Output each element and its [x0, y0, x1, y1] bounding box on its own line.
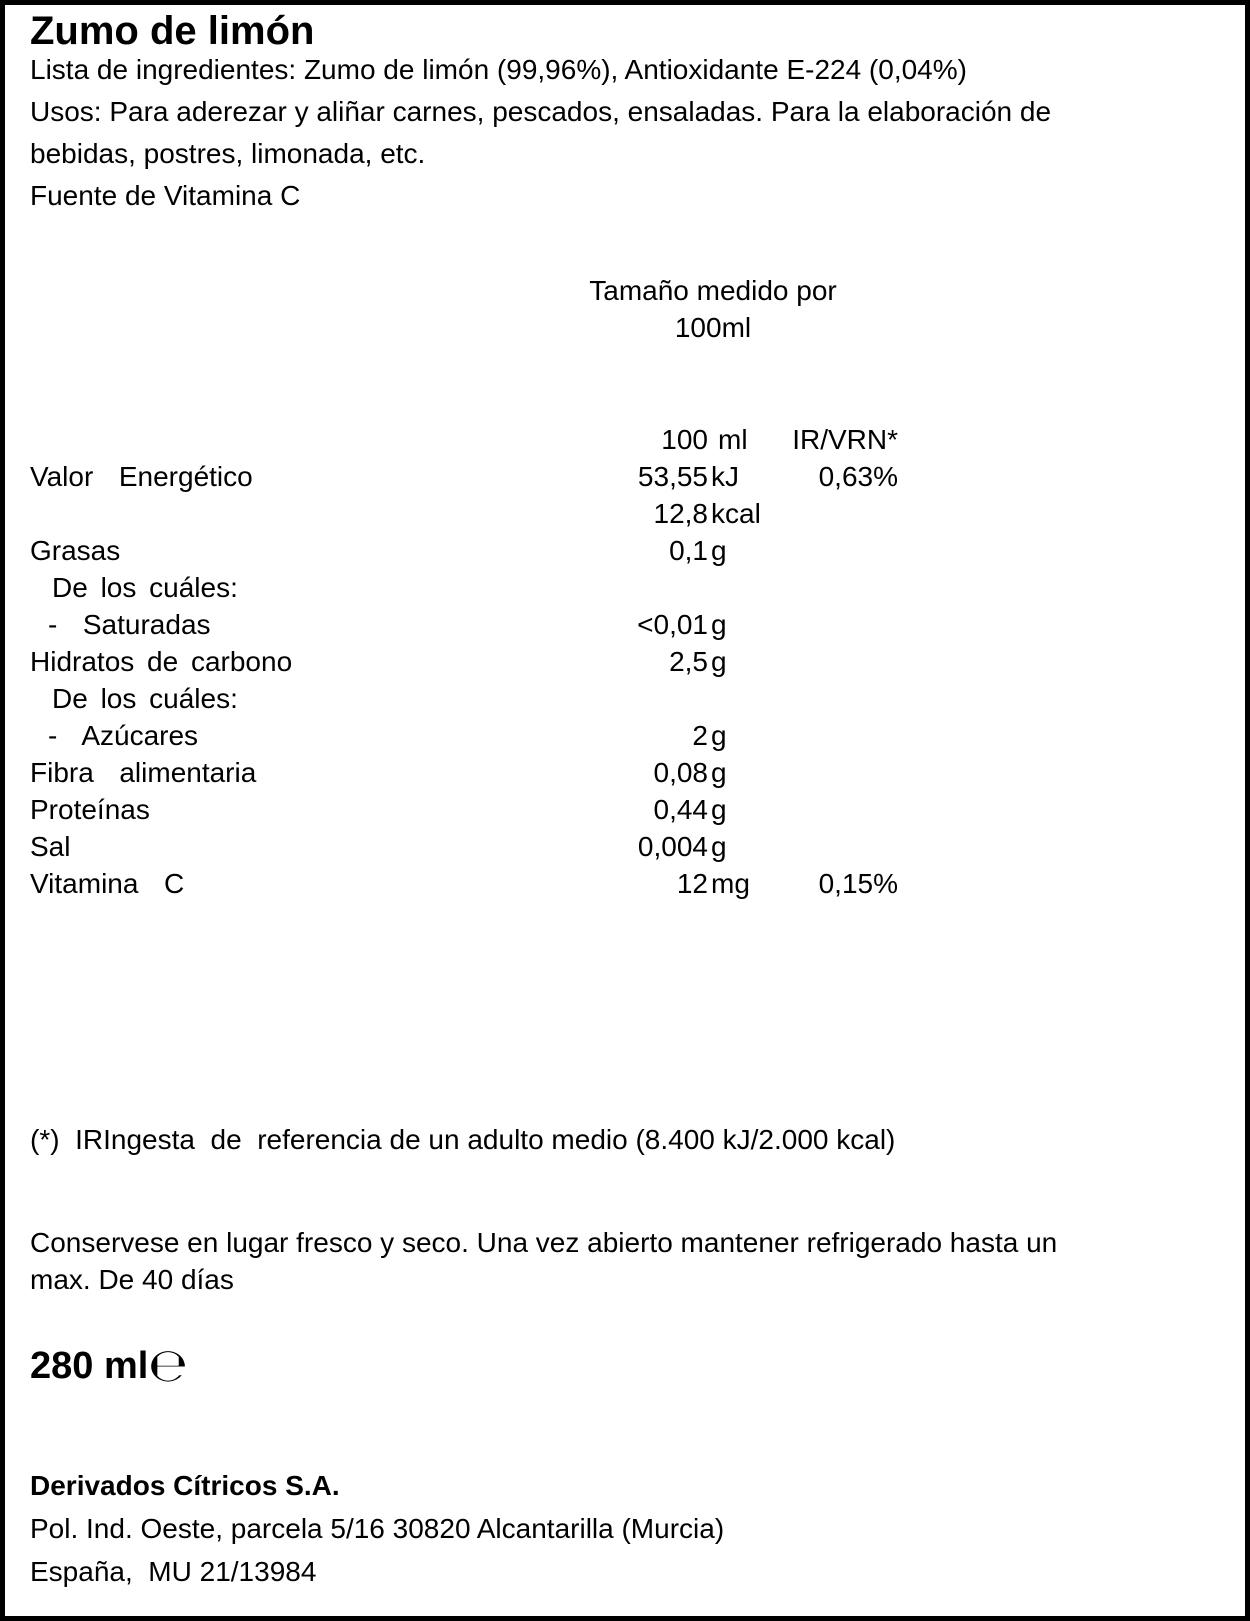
nutrient-ir: 0,15% [818, 868, 898, 899]
nutrient-unit: g [711, 757, 727, 788]
nutrient-value: 53,55 [637, 461, 708, 492]
manufacturer-name: Derivados Cítricos S.A. [30, 1470, 340, 1501]
nutrient-unit: kcal [711, 498, 761, 529]
uses-line-2: bebidas, postres, limonada, etc. [30, 138, 426, 169]
manufacturer-address: Pol. Ind. Oeste, parcela 5/16 30820 Alcantarilla (Murcia) [30, 1513, 725, 1544]
nutrient-label: Vitamina C [30, 868, 185, 899]
nutrient-unit: g [711, 646, 727, 677]
estimated-sign: ℮ [148, 1338, 188, 1392]
nutrient-label: - Saturadas [48, 609, 211, 640]
nutrient-label: Sal [30, 831, 71, 862]
serving-note-line-2: 100ml [674, 312, 752, 343]
nutrient-unit: g [711, 720, 727, 751]
header-label-spacer [30, 421, 470, 458]
nutrient-ir [773, 569, 898, 606]
nutrient-value [470, 569, 708, 606]
nutrient-label: Hidratos de carbono [30, 646, 293, 677]
nutrient-ir [773, 606, 898, 643]
nutrient-label: Proteínas [30, 794, 150, 825]
reference-intake-footnote: (*) IRIngesta de referencia de un adulto medio (8.400 kJ/2.000 kcal) [30, 1124, 896, 1155]
nutrient-value: 12,8 [653, 498, 708, 529]
table-row [30, 458, 898, 495]
table-row [30, 532, 898, 569]
nutrient-unit: g [711, 609, 727, 640]
storage-line-1: Conservese en lugar fresco y seco. Una vez abierto mantener refrigerado hasta un [30, 1227, 1058, 1258]
nutrient-ir: 0,63% [818, 461, 898, 492]
nutrient-unit: kJ [711, 461, 739, 492]
net-quantity [30, 1338, 188, 1392]
table-row [30, 717, 898, 754]
storage-line-2: max. De 40 días [30, 1264, 234, 1295]
nutrient-unit [708, 569, 773, 606]
nutrient-value: 0,08 [653, 757, 708, 788]
nutrient-unit: g [711, 831, 727, 862]
nutrient-ir [773, 495, 898, 532]
nutrient-value: 0,1 [669, 535, 708, 566]
nutrient-value: 12 [676, 868, 708, 899]
table-row [30, 828, 898, 865]
col-header-ir: IR/VRN* [792, 424, 898, 455]
nutrient-unit: g [711, 535, 727, 566]
nutrition-table [30, 421, 898, 902]
table-row [30, 680, 898, 717]
nutrient-label: Grasas [30, 535, 121, 566]
serving-note-line-1: Tamaño medido por [589, 275, 837, 306]
nutrient-label: De los cuáles: [52, 683, 238, 714]
storage-instructions [30, 1224, 1057, 1298]
nutrient-ir [773, 828, 898, 865]
serving-size-note [405, 272, 1021, 346]
table-row [30, 865, 898, 902]
page-title: Zumo de limón [30, 9, 315, 53]
col-header-amount-unit: ml [718, 424, 748, 455]
nutrient-value: 2,5 [669, 646, 708, 677]
table-row [30, 495, 898, 532]
nutrient-label: - Azúcares [48, 720, 199, 751]
vitamin-source-line: Fuente de Vitamina C [30, 180, 301, 211]
nutrient-unit: g [711, 794, 727, 825]
nutrient-unit: mg [711, 868, 750, 899]
net-quantity-value: 280 ml [30, 1345, 149, 1387]
manufacturer-block [30, 1464, 724, 1593]
table-row [30, 791, 898, 828]
ingredients-line: Lista de ingredientes: Zumo de limón (99,96%), Antioxidante E-224 (0,04%) [30, 54, 967, 85]
uses-line-1: Usos: Para aderezar y aliñar carnes, pescados, ensaladas. Para la elaboración de [30, 96, 1052, 127]
nutrient-ir [773, 532, 898, 569]
nutrient-ir [773, 791, 898, 828]
intro-text [30, 49, 1051, 217]
nutrient-ir [773, 643, 898, 680]
nutrient-label [30, 495, 470, 532]
nutrient-value: 2 [692, 720, 708, 751]
nutrient-value [470, 680, 708, 717]
manufacturer-country-registry: España, MU 21/13984 [30, 1556, 317, 1587]
table-header-row [30, 421, 898, 458]
col-header-amount: 100 [661, 424, 708, 455]
nutrient-ir [773, 680, 898, 717]
nutrient-label: De los cuáles: [52, 572, 238, 603]
table-row [30, 643, 898, 680]
table-row [30, 606, 898, 643]
nutrient-label: Valor Energético [30, 461, 253, 492]
table-row [30, 754, 898, 791]
nutrient-ir [773, 717, 898, 754]
table-row [30, 569, 898, 606]
nutrient-label: Fibra alimentaria [30, 757, 257, 788]
nutrient-value: <0,01 [637, 609, 708, 640]
nutrient-unit [708, 680, 773, 717]
nutrient-value: 0,004 [637, 831, 708, 862]
nutrient-value: 0,44 [653, 794, 708, 825]
nutrient-ir [773, 754, 898, 791]
